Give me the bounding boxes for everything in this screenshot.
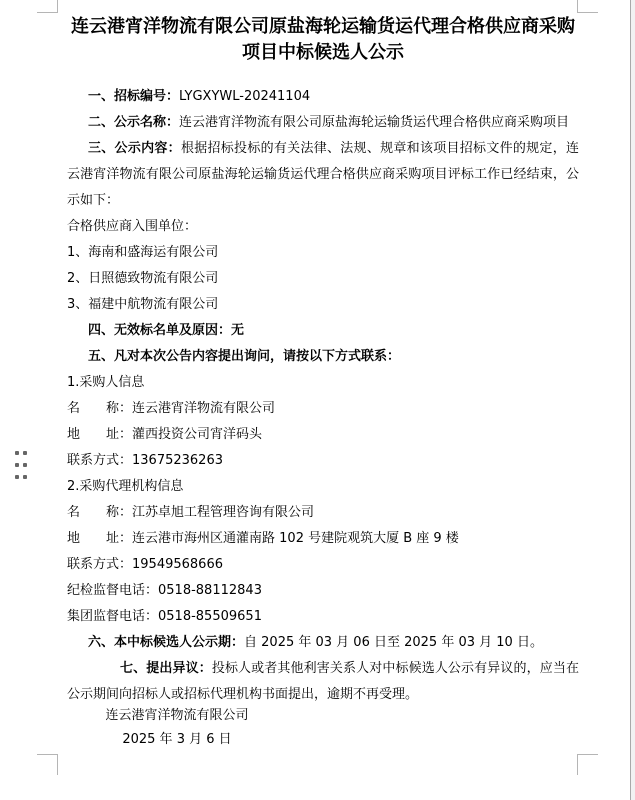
- announcement-content-label: 三、公示内容：: [88, 141, 181, 156]
- agency-name-value: 江苏卓旭工程管理咨询有限公司: [132, 505, 315, 520]
- bid-number-label: 一、招标编号：: [88, 89, 180, 104]
- announcement-name-label: 二、公示名称：: [88, 115, 180, 130]
- shortlist-heading: 合格供应商入围单位：: [67, 219, 198, 234]
- purchaser-name-label: 名 称：: [67, 401, 133, 416]
- document-title-line2: 项目中标候选人公示: [242, 42, 404, 63]
- agency-address-label: 地 址：: [67, 531, 133, 546]
- agency-heading: 2.采购代理机构信息: [67, 479, 184, 494]
- agency-contact-value: 19549568666: [132, 557, 223, 572]
- invalid-bids-label: 四、无效标名单及原因：: [88, 323, 232, 338]
- objection-label: 七、提出异议：: [120, 661, 212, 676]
- document-content: [67, 14, 579, 752]
- invalid-bids-value: 无: [231, 323, 245, 338]
- agency-discipline-phone: [67, 578, 579, 604]
- group-phone-label: 集团监督电话：: [67, 609, 159, 624]
- group-phone-value: 0518-85509651: [158, 609, 262, 624]
- purchaser-contact-label: 联系方式：: [67, 453, 133, 468]
- section-inquiry-heading: 五、凡对本次公告内容提出询问，请按以下方式联系：: [88, 349, 401, 364]
- bid-number-value: LYGXYWL-20241104: [179, 89, 311, 104]
- objection-value: 投标人或者其他利害关系人对中标候选人公示有异议的，应当在公示期间向招标人或招标代理机构书面提出，逾期不再受理。: [67, 661, 579, 702]
- section-announcement-content: [67, 136, 579, 214]
- document-title-line1: 连云港宵洋物流有限公司原盐海轮运输货运代理合格供应商采购: [71, 16, 575, 37]
- purchaser-contact: [67, 448, 579, 474]
- crop-mark-bottom-right: [577, 754, 598, 775]
- publicity-period-value: 自 2025 年 03 月 06 日至 2025 年 03 月 10 日。: [244, 635, 543, 650]
- section-objection: [67, 656, 579, 708]
- supplier-list-item: 1、海南和盛海运有限公司: [67, 245, 219, 260]
- supplier-list-item: 2、日照德致物流有限公司: [67, 271, 219, 286]
- agency-contact: [67, 552, 579, 578]
- discipline-phone-label: 纪检监督电话：: [67, 583, 159, 598]
- signature-company: 连云港宵洋物流有限公司: [105, 708, 249, 723]
- purchaser-heading: 1.采购人信息: [67, 375, 145, 390]
- purchaser-name: [67, 396, 579, 422]
- agency-address-value: 连云港市海州区通灌南路 102 号建院观筑大厦 B 座 9 楼: [132, 531, 459, 546]
- purchaser-address-label: 地 址：: [67, 427, 133, 442]
- agency-address: [67, 526, 579, 552]
- announcement-content-value: 根据招标投标的有关法律、法规、规章和该项目招标文件的规定，连云港宵洋物流有限公司原盐海轮运输货运代理合格供应商采购项目评标工作已经结束，公示如下：: [67, 141, 579, 208]
- crop-mark-top-right: [577, 0, 598, 13]
- section-bid-number: [67, 84, 579, 110]
- purchaser-address: [67, 422, 579, 448]
- purchaser-address-value: 灌西投资公司宵洋码头: [132, 427, 263, 442]
- announcement-name-value: 连云港宵洋物流有限公司原盐海轮运输货运代理合格供应商采购项目: [179, 115, 570, 130]
- purchaser-contact-value: 13675236263: [132, 453, 223, 468]
- crop-mark-top-left: [37, 0, 58, 13]
- agency-group-phone: [67, 604, 579, 630]
- agency-name: [67, 500, 579, 526]
- paragraph-drag-grip-icon[interactable]: [15, 451, 27, 479]
- section-invalid-bids: [67, 318, 579, 344]
- section-publicity-period: [67, 630, 579, 656]
- purchaser-name-value: 连云港宵洋物流有限公司: [132, 401, 276, 416]
- signature-date: 2025 年 3 月 6 日: [122, 732, 232, 747]
- discipline-phone-value: 0518-88112843: [158, 583, 262, 598]
- agency-name-label: 名 称：: [67, 505, 133, 520]
- section-announcement-name: [67, 110, 579, 136]
- publicity-period-label: 六、本中标候选人公示期：: [88, 635, 245, 650]
- agency-contact-label: 联系方式：: [67, 557, 133, 572]
- crop-mark-bottom-left: [37, 754, 58, 775]
- supplier-list-item: 3、福建中航物流有限公司: [67, 297, 219, 312]
- app-background-sliver: [631, 0, 635, 800]
